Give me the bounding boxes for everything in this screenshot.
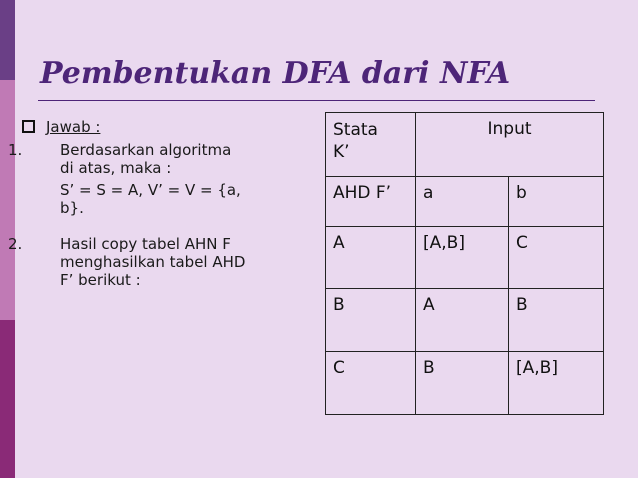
table-cell: A [416, 289, 509, 352]
table-cell: a [416, 177, 509, 227]
table-cell: [A,B] [416, 227, 509, 289]
sidebar-band-bottom [0, 320, 15, 478]
table-cell: B [416, 352, 509, 415]
list-item-text [60, 235, 310, 289]
list-line: di atas, maka : [60, 159, 172, 177]
list-line: b}. [60, 199, 84, 217]
table-row [326, 352, 604, 415]
list-line: Hasil copy tabel AHN F [60, 235, 231, 253]
bullet-jawab [22, 118, 100, 136]
table-cell: B [326, 289, 416, 352]
square-bullet-icon [22, 120, 35, 133]
list-line: F’ berikut : [60, 271, 141, 289]
table-cell: [A,B] [509, 352, 604, 415]
sidebar-band-top [0, 0, 15, 80]
table-cell: C [509, 227, 604, 289]
table-subheader-row [326, 177, 604, 227]
list-line: Berdasarkan algoritma [60, 141, 232, 159]
table-cell: C [326, 352, 416, 415]
list-number: 2. [8, 235, 23, 253]
list-number: 1. [8, 141, 23, 159]
table-cell: B [509, 289, 604, 352]
table-cell: AHD F’ [326, 177, 416, 227]
table-cell: b [509, 177, 604, 227]
title-divider [38, 100, 595, 101]
list-line: menghasilkan tabel AHD [60, 253, 246, 271]
table-row [326, 289, 604, 352]
list-item-text [60, 141, 310, 217]
slide-title: Pembentukan DFA dari NFA [40, 56, 511, 91]
stata-header: Stata K’ [326, 113, 416, 177]
dfa-transition-table [325, 112, 604, 415]
table-header-row [326, 113, 604, 177]
list-line: S’ = S = A, V’ = V = {a, [60, 181, 241, 199]
table-cell: A [326, 227, 416, 289]
jawab-label: Jawab : [46, 118, 101, 136]
input-header: Input [416, 113, 604, 177]
table-row [326, 227, 604, 289]
sidebar-band-middle [0, 80, 15, 320]
